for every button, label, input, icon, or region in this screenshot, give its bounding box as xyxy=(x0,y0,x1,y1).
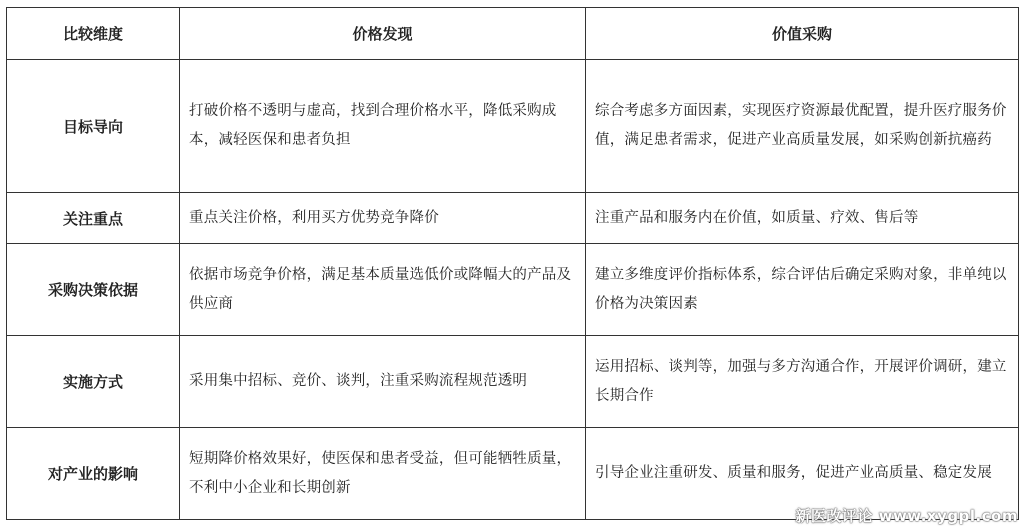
table-row xyxy=(7,244,1019,336)
row-price-discovery: 短期降价格效果好，使医保和患者受益，但可能牺牲质量，不利中小企业和长期创新 xyxy=(180,428,586,520)
row-price-discovery: 打破价格不透明与虚高，找到合理价格水平，降低采购成本，减轻医保和患者负担 xyxy=(180,60,586,193)
row-price-discovery: 依据市场竞争价格，满足基本质量选低价或降幅大的产品及供应商 xyxy=(180,244,586,336)
row-value-procurement: 运用招标、谈判等，加强与多方沟通合作，开展评价调研，建立长期合作 xyxy=(586,336,1019,428)
header-price-discovery: 价格发现 xyxy=(180,8,586,60)
header-dimension: 比较维度 xyxy=(7,8,180,60)
watermark: 新医改评论 www.xygpl.com xyxy=(795,507,1018,525)
table-row xyxy=(7,336,1019,428)
row-value-procurement: 注重产品和服务内在价值，如质量、疗效、售后等 xyxy=(586,193,1019,244)
table-row xyxy=(7,193,1019,244)
comparison-table xyxy=(6,7,1019,520)
row-dimension: 对产业的影响 xyxy=(7,428,180,520)
row-value-procurement: 综合考虑多方面因素，实现医疗资源最优配置，提升医疗服务价值，满足患者需求，促进产业高质量发展，如采购创新抗癌药 xyxy=(586,60,1019,193)
row-value-procurement: 建立多维度评价指标体系，综合评估后确定采购对象，非单纯以价格为决策因素 xyxy=(586,244,1019,336)
row-price-discovery: 采用集中招标、竞价、谈判，注重采购流程规范透明 xyxy=(180,336,586,428)
row-dimension: 采购决策依据 xyxy=(7,244,180,336)
row-dimension: 实施方式 xyxy=(7,336,180,428)
table-row xyxy=(7,60,1019,193)
row-dimension: 关注重点 xyxy=(7,193,180,244)
header-value-procurement: 价值采购 xyxy=(586,8,1019,60)
row-dimension: 目标导向 xyxy=(7,60,180,193)
row-price-discovery: 重点关注价格，利用买方优势竞争降价 xyxy=(180,193,586,244)
header-row xyxy=(7,8,1019,60)
row-value-procurement: 引导企业注重研发、质量和服务，促进产业高质量、稳定发展 xyxy=(586,428,1019,520)
